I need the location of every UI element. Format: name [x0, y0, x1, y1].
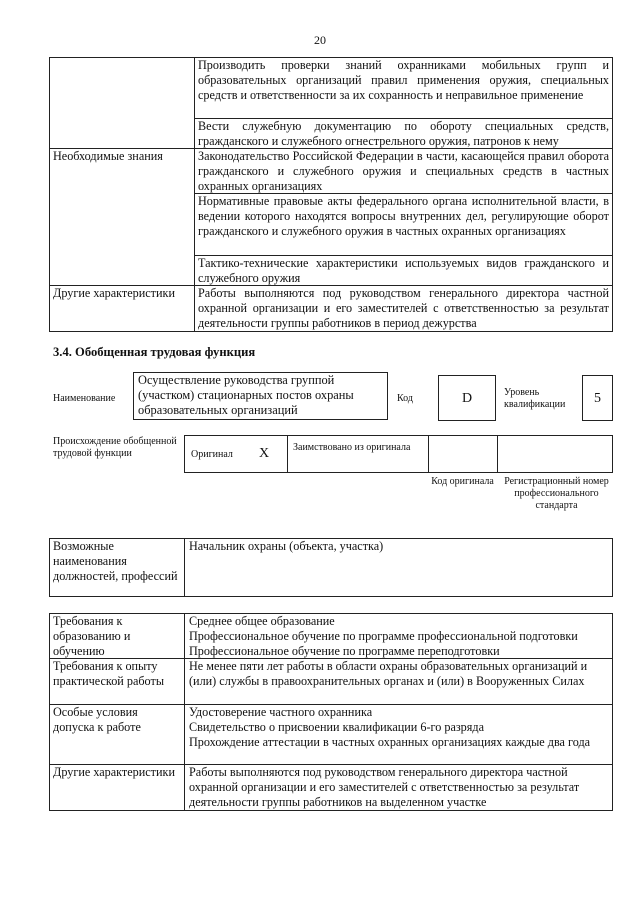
code-label: Код [397, 393, 413, 404]
list-item: Работы выполняются под руководством генерального директора частной охранной организации и его заместителей с ответственностью за результат деятельности группы работников на выделенном участке [189, 765, 580, 810]
original-label: Оригинал [191, 449, 233, 460]
reg-number-label: Регистрационный номер профессионального стандарта [504, 476, 609, 511]
table-row-label: Требования к опыту практической работы [53, 659, 165, 689]
list-item: Прохождение аттестации в частных охранных организациях каждые два года [189, 735, 591, 749]
table-row-label: Необходимые знания [53, 149, 163, 163]
name-label: Наименование [53, 393, 116, 404]
table-row-item: Производить проверки знаний охранниками мобильных групп и образовательных организаций правил применения оружия, специальных средств и ответственности за их сохранность и неправильное применение [198, 58, 609, 103]
table-row-item: Вести служебную документацию по обороту специальных средств, гражданского и служебного огнестрельного оружия, патронов к нему [198, 119, 609, 149]
code-value: D [461, 391, 473, 406]
list-item: Свидетельство о присвоении квалификации 6-го разряда [189, 720, 484, 734]
section-title: 3.4. Обобщенная трудовая функция [53, 345, 256, 359]
table-row-item: Законодательство Российской Федерации в части, касающейся правил оборота гражданского и служебного оружия и специальных средств в частных охранных организациях [198, 149, 609, 194]
list-item: Не менее пяти лет работы в области охраны образовательных организаций и (или) службы в правоохранительных органах и (или) в Вооруженных Силах [189, 659, 588, 689]
code-original-label: Код оригинала [431, 476, 494, 487]
borrowed-label: Заимствовано из оригинала [293, 442, 411, 453]
level-label: Уровень квалификации [504, 387, 566, 410]
list-item: Профессиональное обучение по программе профессиональной подготовки [189, 629, 578, 643]
table-row-value: Начальник охраны (объекта, участка) [189, 539, 384, 553]
original-mark: X [259, 446, 270, 461]
list-item: Среднее общее образование [189, 614, 335, 628]
table-row-item: Работы выполняются под руководством генерального директора частной охранной организации и его заместителей с ответственностью за результат деятельности группы работников в период дежурства [198, 286, 609, 331]
table-row-label: Другие характеристики [53, 286, 175, 300]
table-row-label: Возможные наименования должностей, профессий [53, 539, 178, 584]
origin-label: Происхождение обобщенной трудовой функции [53, 436, 177, 459]
table-row-label: Требования к образованию и обучению [53, 614, 131, 659]
level-value: 5 [594, 391, 601, 406]
list-item: Профессиональное обучение по программе переподготовки [189, 644, 500, 658]
table-row-item: Нормативные правовые акты федерального органа исполнительной власти, в ведении которого находятся вопросы внутренних дел, регулирующие оборот гражданского и служебного оружия в частных охранных организациях [198, 194, 609, 239]
table-row-label: Другие характеристики [53, 765, 175, 779]
function-name: Осуществление руководства группой (участком) стационарных постов охраны образовательных организаций [138, 373, 354, 417]
list-item: Удостоверение частного охранника [189, 705, 373, 719]
page-number: 20 [314, 33, 326, 47]
origin-box [184, 435, 613, 473]
table-row-label: Особые условия допуска к работе [53, 705, 141, 735]
table-row-item: Тактико-технические характеристики используемых видов гражданского и служебного оружия [198, 256, 609, 286]
